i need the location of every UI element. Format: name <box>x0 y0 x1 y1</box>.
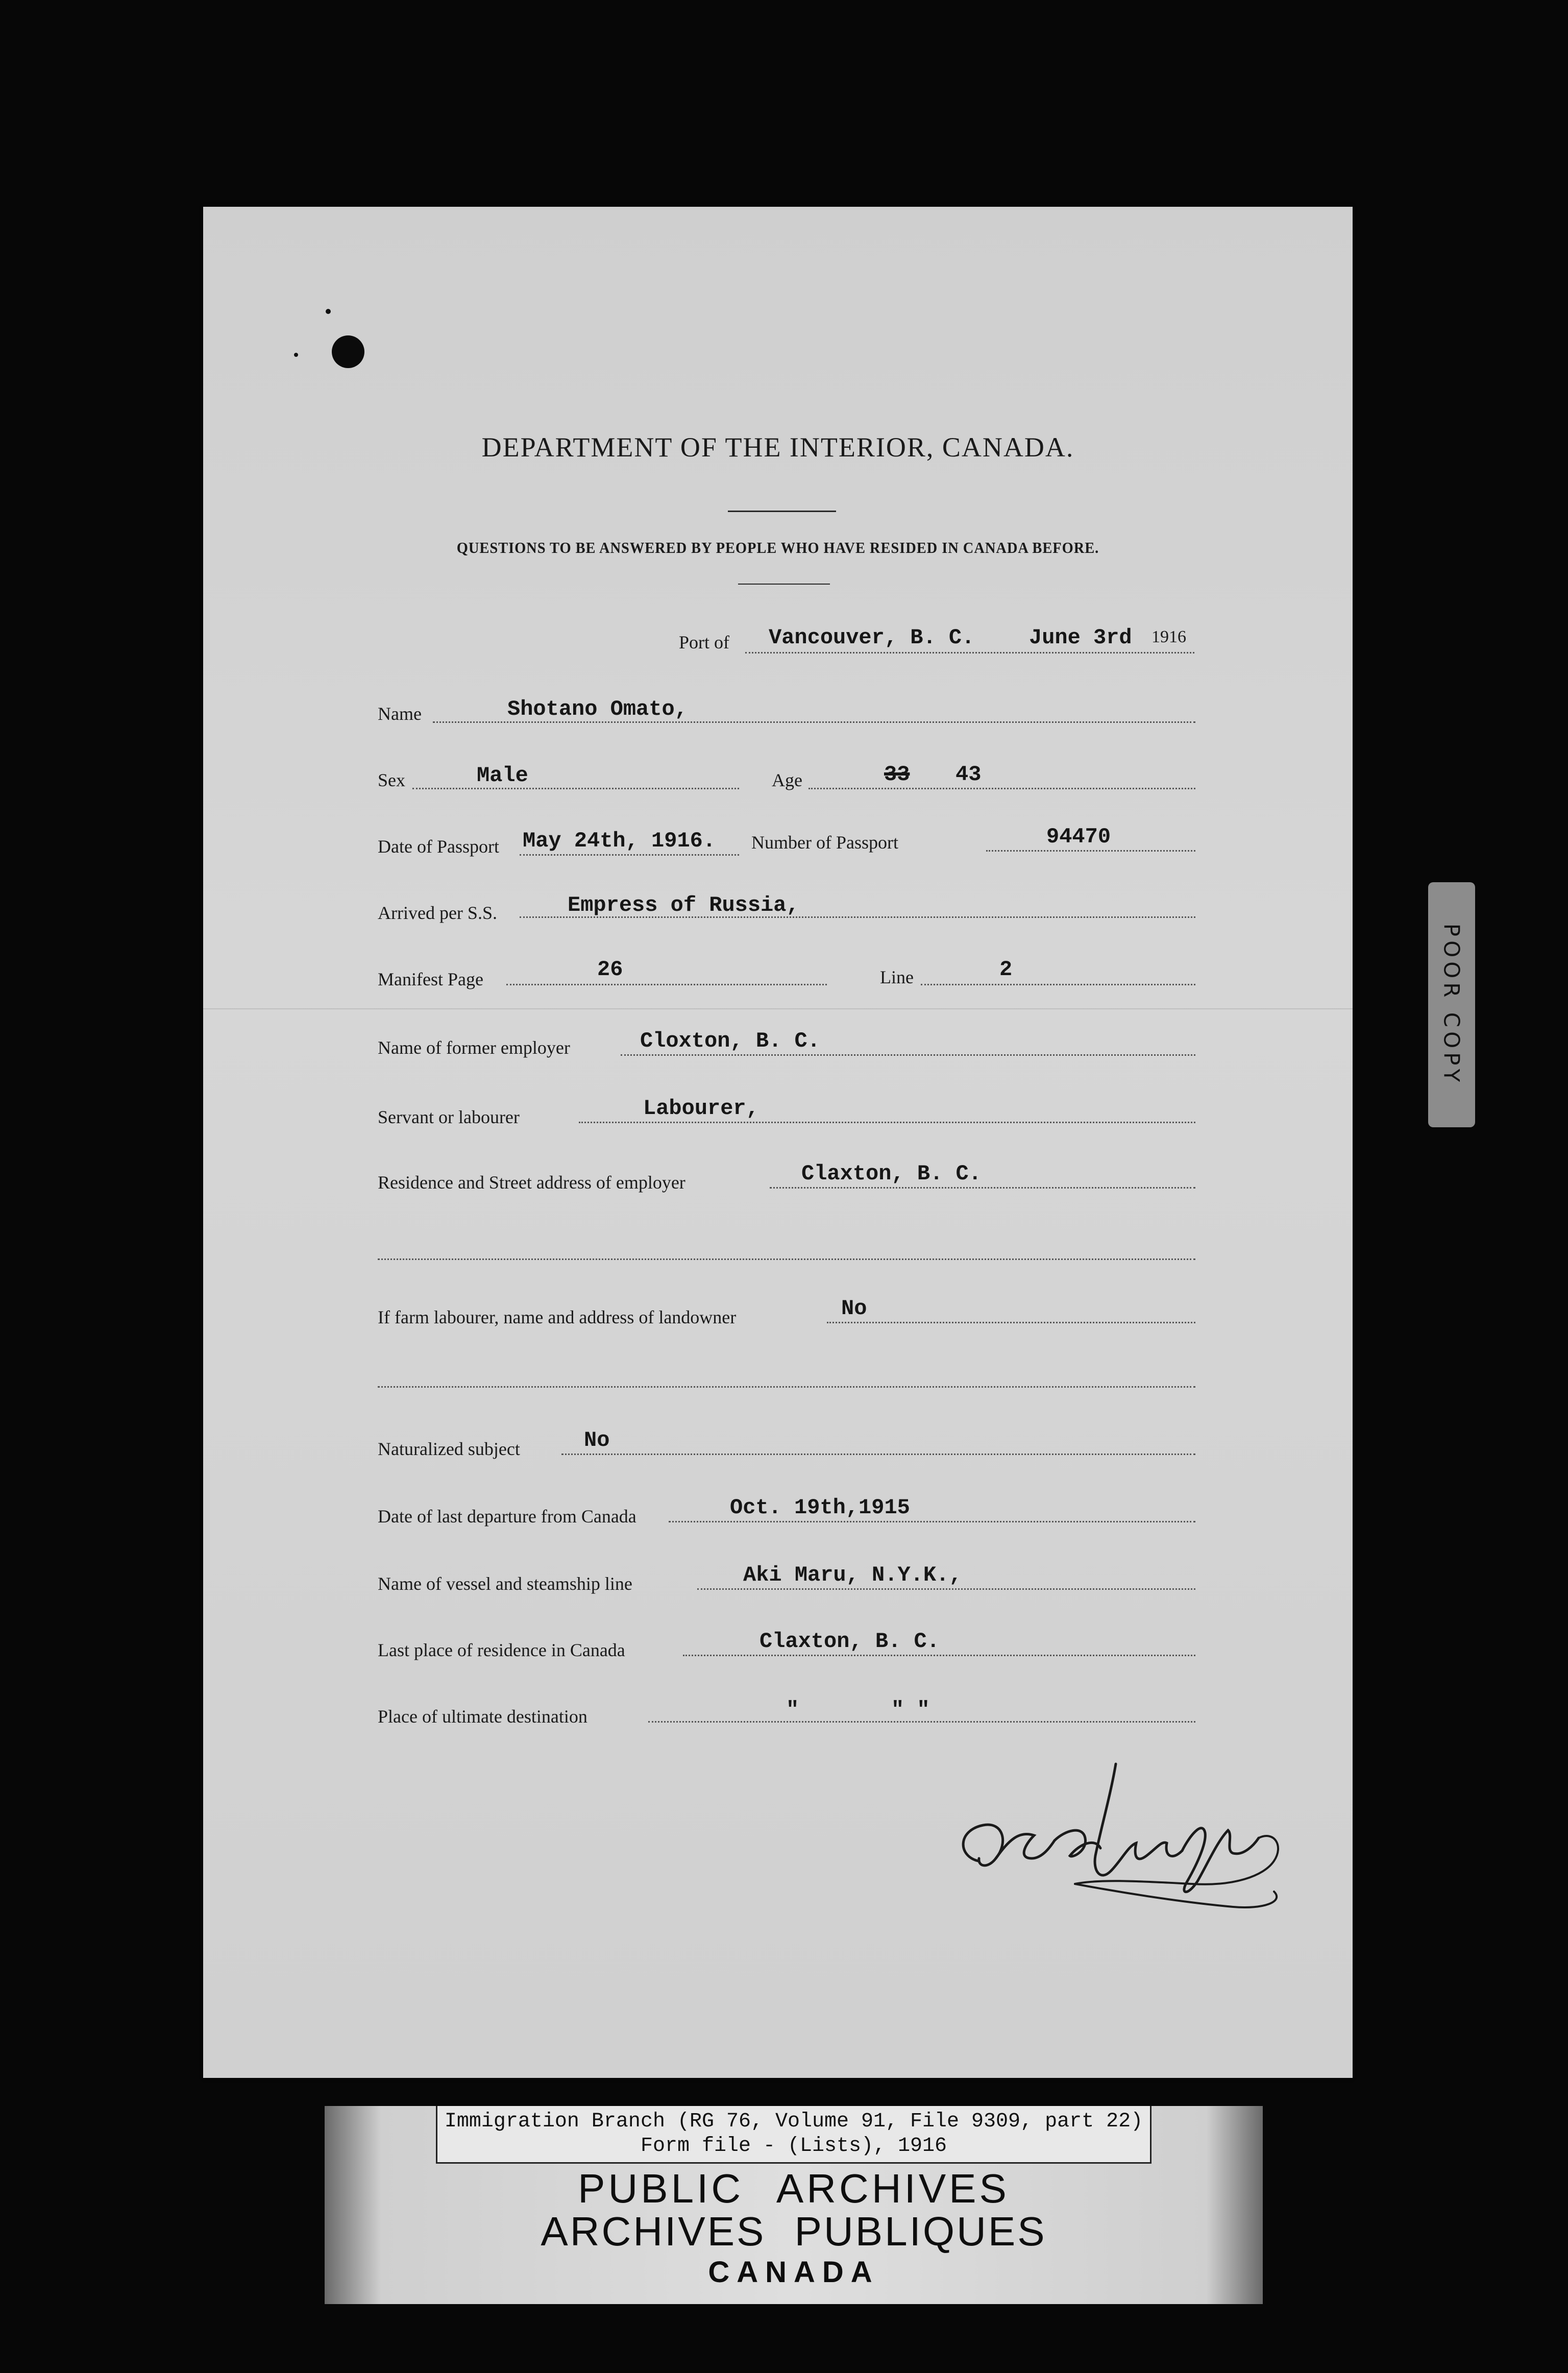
employer-underline <box>621 1054 1195 1056</box>
name-row <box>203 697 1353 728</box>
port-date: June 3rd <box>1029 625 1132 650</box>
reference-line-1: Immigration Branch (RG 76, Volume 91, File 9309, part 22) <box>444 2110 1143 2133</box>
passport-number-underline <box>986 850 1195 852</box>
farm-row <box>203 1296 1353 1330</box>
port-year: 1916 <box>1152 627 1186 646</box>
servant-label: Servant or labourer <box>378 1107 520 1127</box>
farm-underline <box>827 1322 1195 1323</box>
title-rule <box>728 511 836 512</box>
manifest-label: Manifest Page <box>378 969 483 989</box>
poor-copy-tag <box>1428 882 1475 1127</box>
farm-extra-line <box>378 1386 1195 1388</box>
department-title: DEPARTMENT OF THE INTERIOR, CANADA. <box>481 432 1074 463</box>
destination-row <box>203 1699 1353 1729</box>
vessel-row <box>203 1563 1353 1596</box>
farm-value: No <box>841 1296 867 1321</box>
punch-hole <box>332 335 364 368</box>
form-sheet <box>203 207 1353 2078</box>
archive-country: CANADA <box>708 2256 879 2289</box>
port-row <box>203 625 1353 656</box>
servant-value: Labourer, <box>643 1096 759 1121</box>
sex-value: Male <box>477 763 528 788</box>
age-label: Age <box>772 770 802 790</box>
last-place-underline <box>683 1655 1195 1656</box>
residence-underline <box>770 1187 1195 1189</box>
reference-box <box>436 2106 1152 2164</box>
line-underline <box>921 984 1195 985</box>
passport-date-label: Date of Passport <box>378 836 499 857</box>
departure-underline <box>669 1521 1195 1522</box>
passport-number-label: Number of Passport <box>751 832 898 853</box>
ink-speck <box>326 309 331 314</box>
subtitle-rule <box>738 584 830 585</box>
arrived-value: Empress of Russia, <box>568 893 799 917</box>
poor-copy-text: POOR COPY <box>1439 923 1464 1086</box>
departure-row <box>203 1495 1353 1529</box>
naturalized-row <box>203 1428 1353 1462</box>
employer-row <box>203 1030 1353 1060</box>
age-value-struck: 33 <box>884 762 910 787</box>
line-label: Line <box>880 967 914 987</box>
archive-label <box>325 2106 1263 2304</box>
archive-name-english: PUBLIC ARCHIVES <box>578 2166 1010 2211</box>
destination-ditto-2: " " <box>891 1698 930 1722</box>
passport-date-value: May 24th, 1916. <box>523 829 716 853</box>
naturalized-underline <box>561 1454 1195 1455</box>
vessel-underline <box>697 1588 1195 1590</box>
name-label: Name <box>378 704 422 724</box>
last-place-label: Last place of residence in Canada <box>378 1640 625 1660</box>
sex-age-row <box>203 763 1353 794</box>
naturalized-label: Naturalized subject <box>378 1439 520 1459</box>
name-value: Shotano Omato, <box>507 697 688 721</box>
vessel-label: Name of vessel and steamship line <box>378 1573 632 1594</box>
residence-label: Residence and Street address of employer <box>378 1172 685 1193</box>
line-value: 2 <box>999 957 1013 982</box>
manifest-row <box>203 957 1353 992</box>
age-value: 43 <box>955 762 982 787</box>
signature <box>947 1754 1315 1968</box>
residence-row <box>203 1161 1353 1195</box>
destination-label: Place of ultimate destination <box>378 1706 587 1727</box>
port-label: Port of <box>679 632 729 652</box>
employer-value: Cloxton, B. C. <box>640 1029 820 1053</box>
vessel-value: Aki Maru, N.Y.K., <box>743 1563 962 1587</box>
passport-row <box>203 825 1353 860</box>
residence-extra-line <box>378 1258 1195 1260</box>
port-underline <box>745 652 1194 653</box>
passport-date-underline <box>520 854 739 856</box>
manifest-value: 26 <box>597 957 623 982</box>
name-underline <box>433 721 1195 723</box>
last-place-row <box>203 1629 1353 1663</box>
ink-speck <box>294 353 298 357</box>
sex-underline <box>412 788 739 789</box>
residence-value: Claxton, B. C. <box>801 1161 982 1186</box>
manifest-underline <box>506 984 827 985</box>
fold-line <box>203 1008 1353 1009</box>
sex-label: Sex <box>378 770 405 790</box>
arrived-row <box>203 893 1353 927</box>
passport-number-value: 94470 <box>1046 825 1111 849</box>
archive-name-french: ARCHIVES PUBLIQUES <box>541 2209 1047 2254</box>
port-value: Vancouver, B. C. <box>769 625 975 650</box>
destination-ditto-1: " <box>786 1698 799 1722</box>
arrived-label: Arrived per S.S. <box>378 903 497 923</box>
reference-line-2: Form file - (Lists), 1916 <box>640 2135 947 2158</box>
last-place-value: Claxton, B. C. <box>760 1629 940 1654</box>
departure-value: Oct. 19th,1915 <box>730 1495 910 1520</box>
employer-label: Name of former employer <box>378 1037 570 1058</box>
servant-underline <box>579 1122 1195 1123</box>
departure-label: Date of last departure from Canada <box>378 1506 636 1527</box>
age-underline <box>808 788 1195 789</box>
farm-label: If farm labourer, name and address of landowner <box>378 1307 737 1327</box>
form-subtitle: QUESTIONS TO BE ANSWERED BY PEOPLE WHO HAVE RESIDED IN CANADA BEFORE. <box>456 539 1099 556</box>
servant-row <box>203 1096 1353 1130</box>
naturalized-value: No <box>584 1428 610 1452</box>
